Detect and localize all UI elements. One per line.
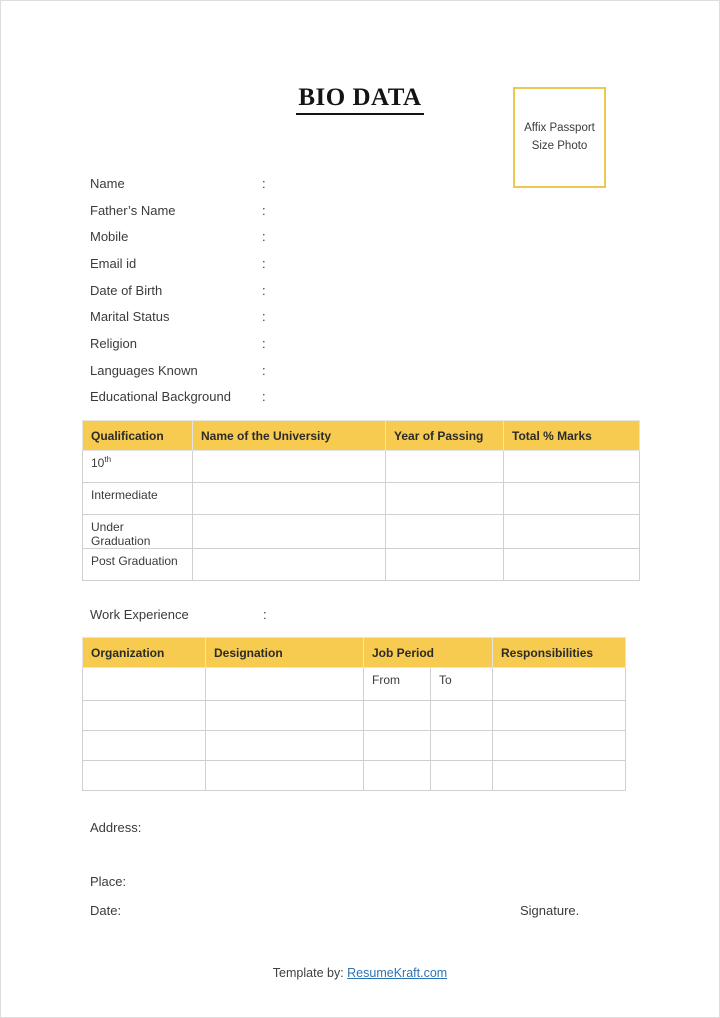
education-cell-university bbox=[193, 549, 386, 581]
field-separator: : bbox=[262, 335, 266, 351]
education-header-university: Name of the University bbox=[193, 421, 386, 451]
field-label: Religion bbox=[90, 335, 137, 351]
education-cell-marks bbox=[504, 451, 640, 483]
work-table-cell bbox=[206, 701, 364, 731]
resumekraft-link[interactable]: ResumeKraft.com bbox=[347, 966, 448, 980]
work-header-organization: Organization bbox=[83, 638, 206, 668]
education-cell-year bbox=[386, 483, 504, 515]
field-separator: : bbox=[262, 202, 266, 218]
work-table-cell bbox=[493, 761, 626, 791]
photo-box-label: Affix Passport Size Photo bbox=[524, 122, 595, 152]
work-table-row bbox=[83, 761, 626, 791]
field-separator: : bbox=[262, 175, 266, 191]
education-table bbox=[82, 420, 640, 581]
education-cell-qualification bbox=[83, 451, 193, 483]
work-table-cell bbox=[206, 731, 364, 761]
page-title bbox=[0, 84, 720, 115]
qualification-text: Post Graduation bbox=[91, 554, 178, 568]
footer-credit bbox=[0, 966, 720, 980]
work-cell-designation bbox=[206, 668, 364, 701]
work-experience-label-row bbox=[90, 604, 267, 626]
signature-label: Signature. bbox=[520, 903, 580, 918]
work-header-job-period: Job Period bbox=[364, 638, 493, 668]
education-cell-marks bbox=[504, 483, 640, 515]
work-table-row bbox=[83, 701, 626, 731]
education-row-under-graduation bbox=[83, 515, 640, 549]
field-separator: : bbox=[262, 362, 266, 378]
work-table-cell bbox=[83, 701, 206, 731]
place-label: Place: bbox=[90, 874, 127, 889]
personal-fields bbox=[90, 170, 266, 410]
field-label: Mobile bbox=[90, 229, 129, 245]
field-row-marital-status bbox=[90, 303, 266, 330]
field-row-email bbox=[90, 250, 266, 277]
field-label: Email id bbox=[90, 255, 137, 271]
field-label: Languages Known bbox=[90, 362, 198, 378]
field-row-fathers-name bbox=[90, 197, 266, 224]
field-label: Name bbox=[90, 175, 125, 191]
field-separator: : bbox=[262, 229, 266, 245]
education-cell-qualification bbox=[83, 483, 193, 515]
education-row-intermediate bbox=[83, 483, 640, 515]
field-label: Date of Birth bbox=[90, 282, 163, 298]
address-label: Address: bbox=[90, 820, 142, 835]
work-table-header-row bbox=[83, 638, 626, 668]
passport-photo-placeholder bbox=[513, 87, 606, 188]
education-cell-year bbox=[386, 515, 504, 549]
page-title-text: BIO DATA bbox=[296, 84, 423, 115]
field-row-name bbox=[90, 170, 266, 197]
work-table-cell bbox=[83, 731, 206, 761]
work-table-cell bbox=[431, 761, 493, 791]
work-cell-organization bbox=[83, 668, 206, 701]
education-cell-year bbox=[386, 549, 504, 581]
work-table-cell bbox=[493, 701, 626, 731]
work-table-cell bbox=[83, 761, 206, 791]
work-table-empty-rows bbox=[83, 701, 626, 791]
work-subheader-from: From bbox=[364, 668, 431, 701]
work-table-cell bbox=[364, 731, 431, 761]
work-table-cell bbox=[431, 701, 493, 731]
work-table-cell bbox=[493, 731, 626, 761]
field-label: Educational Background bbox=[90, 389, 231, 405]
education-row-10th bbox=[83, 451, 640, 483]
education-cell-university bbox=[193, 451, 386, 483]
education-row-post-graduation bbox=[83, 549, 640, 581]
education-cell-qualification bbox=[83, 515, 193, 549]
work-table-cell bbox=[431, 731, 493, 761]
education-cell-marks bbox=[504, 515, 640, 549]
work-table-cell bbox=[206, 761, 364, 791]
qualification-text: Intermediate bbox=[91, 488, 158, 502]
qualification-sup: th bbox=[104, 455, 112, 464]
field-row-religion bbox=[90, 330, 266, 357]
field-separator: : bbox=[262, 255, 266, 271]
field-row-languages-known bbox=[90, 357, 266, 384]
education-cell-qualification bbox=[83, 549, 193, 581]
education-header-qualification: Qualification bbox=[83, 421, 193, 451]
work-subheader-to: To bbox=[431, 668, 493, 701]
work-table-cell bbox=[364, 761, 431, 791]
work-cell-responsibilities bbox=[493, 668, 626, 701]
education-cell-year bbox=[386, 451, 504, 483]
field-separator: : bbox=[262, 282, 266, 298]
field-separator: : bbox=[262, 389, 266, 405]
field-label: Father’s Name bbox=[90, 202, 176, 218]
footer-credit-text: Template by: bbox=[272, 966, 344, 980]
education-cell-university bbox=[193, 483, 386, 515]
work-table-cell bbox=[364, 701, 431, 731]
field-row-date-of-birth bbox=[90, 277, 266, 304]
field-label: Marital Status bbox=[90, 309, 170, 325]
work-header-responsibilities: Responsibilities bbox=[493, 638, 626, 668]
date-label: Date: bbox=[90, 903, 122, 918]
qualification-text: Under Graduation bbox=[91, 520, 151, 548]
qualification-text: 10 bbox=[91, 456, 105, 470]
work-table-subheader-row bbox=[83, 668, 626, 701]
work-header-designation: Designation bbox=[206, 638, 364, 668]
work-experience-label: Work Experience bbox=[90, 607, 189, 622]
education-header-year: Year of Passing bbox=[386, 421, 504, 451]
field-row-mobile bbox=[90, 223, 266, 250]
field-separator: : bbox=[262, 309, 266, 325]
education-table-header-row bbox=[83, 421, 640, 451]
education-header-marks: Total % Marks bbox=[504, 421, 640, 451]
field-row-educational-background bbox=[90, 384, 266, 411]
education-cell-university bbox=[193, 515, 386, 549]
work-table-row bbox=[83, 731, 626, 761]
field-separator: : bbox=[263, 607, 267, 622]
education-cell-marks bbox=[504, 549, 640, 581]
work-experience-table bbox=[82, 637, 626, 791]
